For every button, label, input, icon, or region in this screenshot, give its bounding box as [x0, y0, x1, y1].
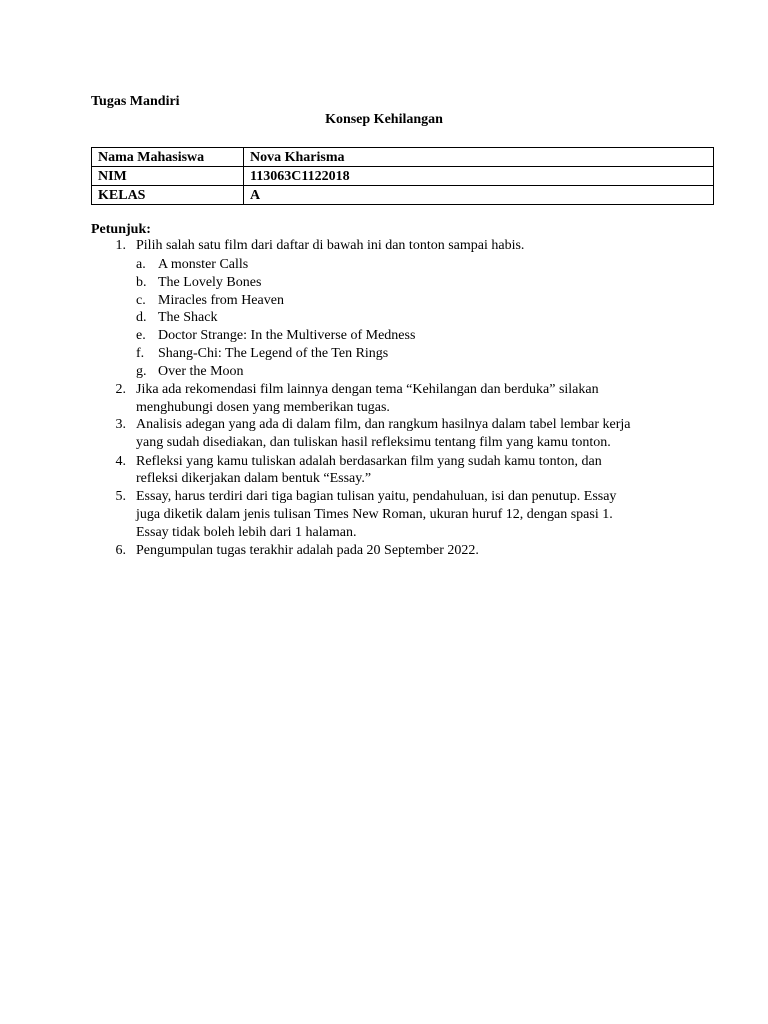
list-number: 1. — [115, 238, 126, 253]
field-value: 113063C1122018 — [244, 167, 714, 186]
sub-list-label: b. — [136, 275, 147, 290]
list-item-line: Jika ada rekomendasi film lainnya dengan tema “Kehilangan dan berduka” silakan — [136, 382, 599, 397]
field-label: KELAS — [92, 186, 244, 205]
list-item-line: refleksi dikerjakan dalam bentuk “Essay.” — [136, 471, 372, 486]
instructions-heading: Petunjuk: — [91, 222, 151, 237]
film-title: Doctor Strange: In the Multiverse of Medness — [158, 328, 416, 343]
film-title: Miracles from Heaven — [158, 293, 284, 308]
list-item-line: Pilih salah satu film dari daftar di bawah ini dan tonton sampai habis. — [136, 238, 525, 253]
list-item-line: juga diketik dalam jenis tulisan Times New Roman, ukuran huruf 12, dengan spasi 1. — [136, 507, 613, 522]
student-info-table — [91, 147, 714, 205]
list-item-line: yang sudah disediakan, dan tuliskan hasil refleksimu tentang film yang kamu tonton. — [136, 435, 611, 450]
assignment-label: Tugas Mandiri — [91, 94, 180, 109]
film-title: Shang-Chi: The Legend of the Ten Rings — [158, 346, 389, 361]
list-item-line: Pengumpulan tugas terakhir adalah pada 20 September 2022. — [136, 543, 479, 558]
list-number: 4. — [115, 454, 126, 469]
film-title: The Shack — [158, 310, 218, 325]
field-value: A — [244, 186, 714, 205]
field-label: Nama Mahasiswa — [92, 148, 244, 167]
sub-list-label: c. — [136, 293, 146, 308]
list-number: 6. — [115, 543, 126, 558]
sub-list-label: f. — [136, 346, 145, 361]
list-number: 3. — [115, 417, 126, 432]
list-item-line: Analisis adegan yang ada di dalam film, dan rangkum hasilnya dalam tabel lembar kerja — [136, 417, 631, 432]
table-row — [92, 148, 714, 167]
sub-list-label: g. — [136, 364, 147, 379]
film-title: A monster Calls — [158, 257, 249, 272]
field-value: Nova Kharisma — [244, 148, 714, 167]
document-title: Konsep Kehilangan — [325, 112, 443, 127]
film-title: Over the Moon — [158, 364, 244, 379]
field-label: NIM — [92, 167, 244, 186]
list-item-line: menghubungi dosen yang memberikan tugas. — [136, 400, 390, 415]
list-number: 5. — [115, 489, 126, 504]
sub-list-label: a. — [136, 257, 146, 272]
sub-list-label: e. — [136, 328, 146, 343]
table-row — [92, 167, 714, 186]
film-title: The Lovely Bones — [158, 275, 262, 290]
table-row — [92, 186, 714, 205]
list-item-line: Essay tidak boleh lebih dari 1 halaman. — [136, 525, 357, 540]
list-number: 2. — [115, 382, 126, 397]
list-item-line: Essay, harus terdiri dari tiga bagian tulisan yaitu, pendahuluan, isi dan penutup. Essay — [136, 489, 617, 504]
list-item-line: Refleksi yang kamu tuliskan adalah berdasarkan film yang sudah kamu tonton, dan — [136, 454, 602, 469]
sub-list-label: d. — [136, 310, 147, 325]
